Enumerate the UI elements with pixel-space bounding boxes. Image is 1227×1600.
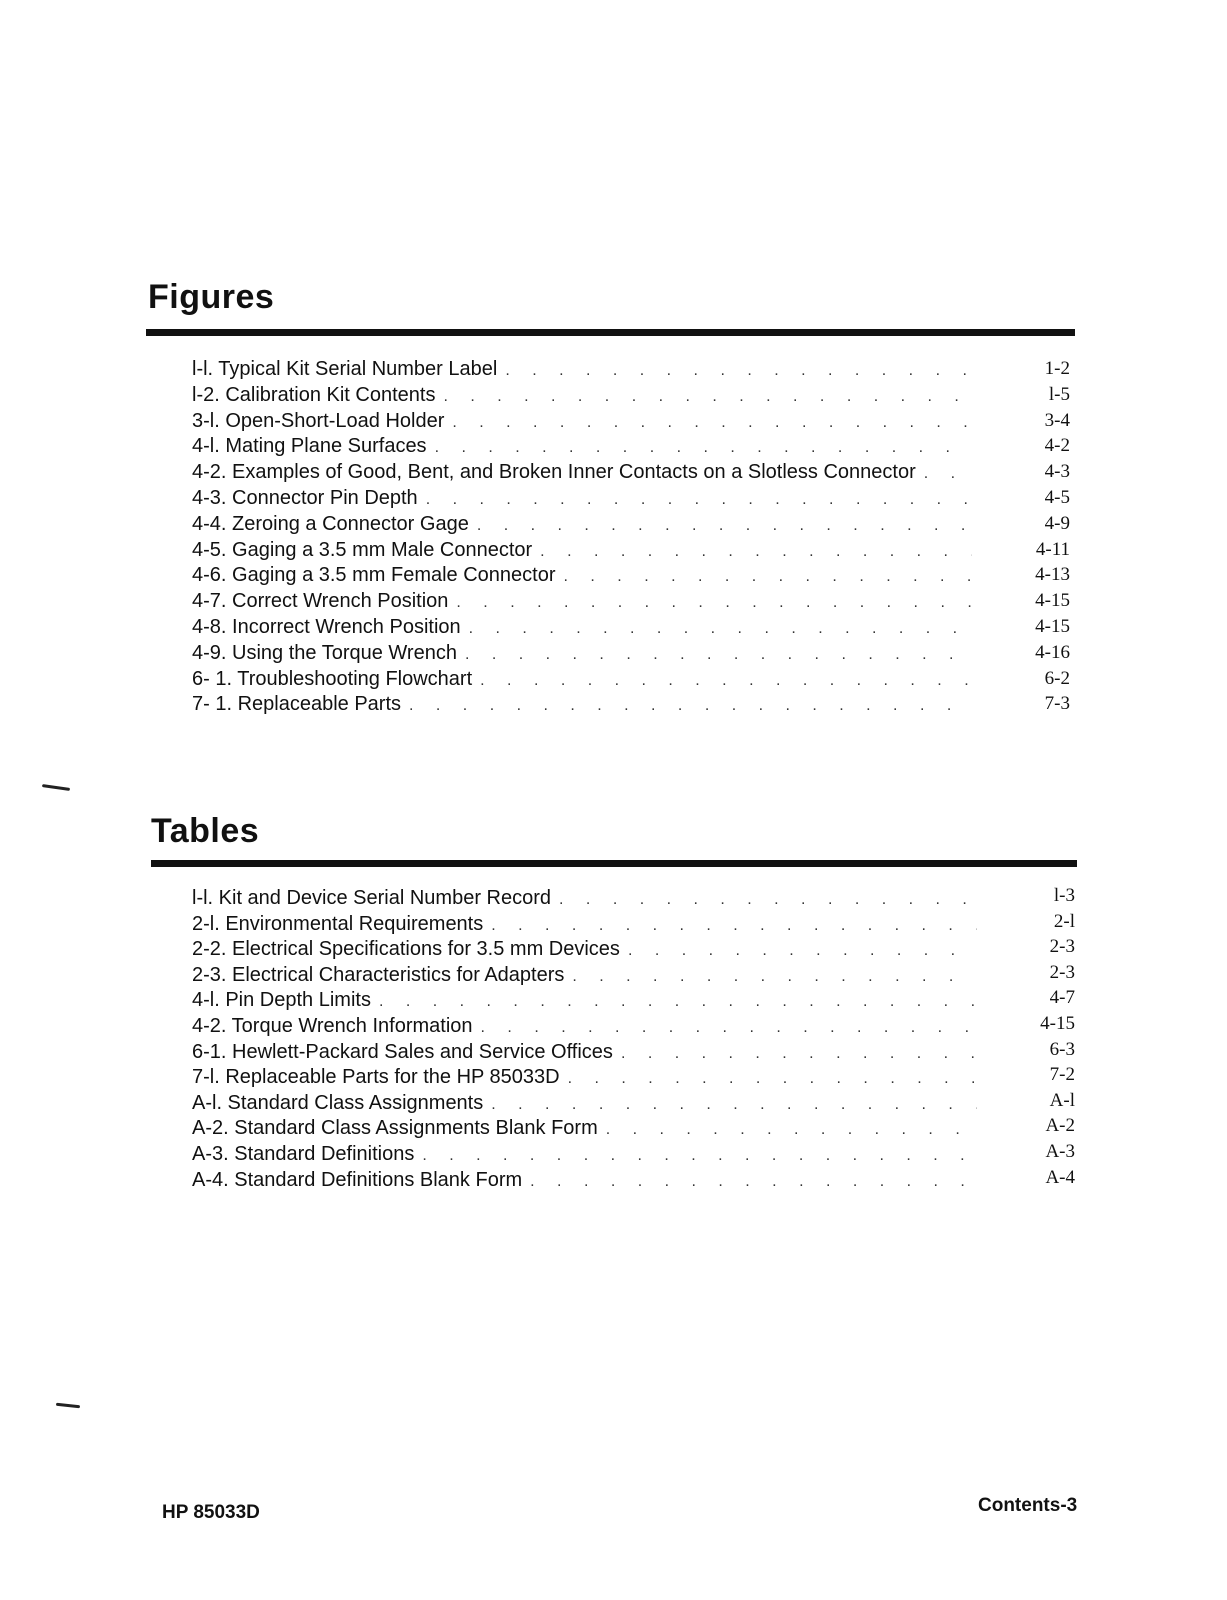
table-entry-page: A-3 [1045, 1141, 1075, 1162]
figure-entry-page: 4-9 [1044, 512, 1070, 534]
table-entry-label: l-l. Kit and Device Serial Number Record [192, 887, 559, 910]
dot-leader [628, 942, 977, 960]
dot-leader [572, 968, 977, 986]
dot-leader [409, 697, 972, 715]
dot-leader [435, 439, 972, 457]
dot-leader [559, 891, 977, 909]
figure-entry-page: 3-4 [1044, 409, 1070, 431]
figure-entry-label: 3-l. Open-Short-Load Holder [192, 410, 452, 433]
table-entry [192, 1117, 977, 1143]
table-entry-label: 6-1. Hewlett-Packard Sales and Service Offices [192, 1041, 621, 1064]
figure-entry [192, 435, 972, 461]
figure-entry [192, 693, 972, 719]
figure-entry-label: 4-8. Incorrect Wrench Position [192, 616, 469, 639]
figure-entry-page: 4-5 [1044, 487, 1070, 508]
figure-entry [192, 487, 972, 513]
figure-entry [192, 358, 972, 384]
dot-leader [530, 1173, 977, 1191]
dot-leader [621, 1045, 977, 1063]
dot-leader [422, 1147, 977, 1165]
table-entry [192, 913, 977, 939]
dot-leader [477, 517, 972, 535]
table-entry-label: 2-3. Electrical Characteristics for Adapters [192, 964, 572, 987]
table-entry [192, 938, 977, 964]
table-entry [192, 1169, 977, 1195]
scan-mark [42, 784, 70, 791]
footer-model: HP 85033D [162, 1502, 260, 1523]
dot-leader [564, 568, 972, 586]
table-entry-page: 7-2 [1049, 1064, 1075, 1086]
table-entry-label: A-2. Standard Class Assignments Blank Form [192, 1117, 606, 1140]
tables-heading-rule [151, 860, 1077, 867]
figure-entry-page: 4-13 [1035, 564, 1070, 586]
scan-mark [56, 1403, 80, 1408]
footer-page-label: Contents-3 [978, 1495, 1078, 1516]
figure-entry-label: 4-6. Gaging a 3.5 mm Female Connector [192, 564, 564, 587]
figure-entry-page: 6-2 [1044, 667, 1070, 689]
dot-leader [481, 1019, 977, 1037]
figure-entry [192, 642, 972, 668]
figure-entry [192, 410, 972, 436]
dot-leader [540, 543, 972, 561]
table-entry-page: A-2 [1045, 1115, 1075, 1137]
figure-entry [192, 668, 972, 694]
figure-entry-page: l-5 [1048, 383, 1070, 405]
table-entry-label: 2-l. Environmental Requirements [192, 913, 491, 936]
dot-leader [465, 646, 972, 664]
table-entry-label: 7-l. Replaceable Parts for the HP 85033D [192, 1066, 568, 1089]
figure-entry-page: 4-15 [1035, 590, 1070, 612]
figure-entry-label: 6- 1. Troubleshooting Flowchart [192, 668, 480, 691]
table-entry-page: 2-3 [1049, 961, 1075, 983]
table-entry [192, 1066, 977, 1092]
table-entry [192, 1092, 977, 1118]
figure-entry-label: 4-2. Examples of Good, Bent, and Broken Inner Contacts on a Slotless Connector [192, 461, 924, 484]
table-entry-label: A-3. Standard Definitions [192, 1143, 422, 1166]
figure-entry-page: 1-2 [1044, 358, 1070, 379]
figure-entry-page: 4-3 [1044, 461, 1070, 483]
figure-entry [192, 590, 972, 616]
figure-entry-label: 4-4. Zeroing a Connector Gage [192, 513, 477, 536]
table-entry-page: 4-7 [1049, 987, 1075, 1009]
figure-entry-label: 4-l. Mating Plane Surfaces [192, 435, 435, 458]
table-entry [192, 887, 977, 913]
dot-leader [924, 465, 972, 483]
table-entry-label: 2-2. Electrical Specifications for 3.5 mm Devices [192, 938, 628, 961]
dot-leader [491, 917, 977, 935]
figure-entry-page: 4-11 [1035, 538, 1070, 560]
table-entry [192, 1143, 977, 1169]
figure-entry [192, 616, 972, 642]
figure-entry [192, 384, 972, 410]
figure-entry-label: 7- 1. Replaceable Parts [192, 693, 409, 716]
figure-entry [192, 461, 972, 487]
figure-entry [192, 564, 972, 590]
dot-leader [469, 620, 972, 638]
figure-entry [192, 539, 972, 565]
table-entry [192, 964, 977, 990]
table-entry-page: A-4 [1045, 1166, 1075, 1188]
table-entry-page: 6-3 [1049, 1038, 1075, 1060]
table-entry-page: A-l [1049, 1089, 1075, 1111]
table-entry-page: l-3 [1053, 885, 1075, 906]
figure-entry-label: 4-9. Using the Torque Wrench [192, 642, 465, 665]
figure-entry-label: 4-5. Gaging a 3.5 mm Male Connector [192, 539, 540, 562]
figure-entry-page: 4-2 [1044, 435, 1070, 457]
figure-entry [192, 513, 972, 539]
figure-entry-page: 7-3 [1044, 693, 1070, 715]
table-entry-label: A-l. Standard Class Assignments [192, 1092, 491, 1115]
table-entry-label: 4-2. Torque Wrench Information [192, 1015, 481, 1038]
table-entry-page: 2-l [1053, 910, 1075, 932]
table-entry-page: 2-3 [1049, 936, 1075, 958]
dot-leader [606, 1121, 977, 1139]
figure-entry-label: 4-7. Correct Wrench Position [192, 590, 456, 613]
figure-entry-page: 4-15 [1035, 616, 1070, 637]
dot-leader [505, 362, 972, 380]
dot-leader [491, 1096, 977, 1114]
table-entry-label: 4-l. Pin Depth Limits [192, 989, 379, 1012]
figures-heading: Figures [148, 278, 275, 316]
table-entry [192, 1015, 977, 1041]
figure-entry-label: l-l. Typical Kit Serial Number Label [192, 358, 505, 381]
dot-leader [443, 388, 972, 406]
dot-leader [480, 672, 972, 690]
figure-entry-label: l-2. Calibration Kit Contents [192, 384, 443, 407]
figures-heading-rule [146, 329, 1075, 336]
dot-leader [452, 414, 972, 432]
tables-heading: Tables [151, 812, 260, 850]
dot-leader [379, 993, 977, 1011]
table-entry [192, 989, 977, 1015]
figure-entry-page: 4-16 [1035, 641, 1070, 663]
table-entry-page: 4-15 [1040, 1013, 1075, 1034]
figure-entry-label: 4-3. Connector Pin Depth [192, 487, 426, 510]
table-entry [192, 1041, 977, 1067]
dot-leader [426, 491, 972, 509]
table-entry-label: A-4. Standard Definitions Blank Form [192, 1169, 530, 1192]
dot-leader [456, 594, 972, 612]
dot-leader [568, 1070, 977, 1088]
